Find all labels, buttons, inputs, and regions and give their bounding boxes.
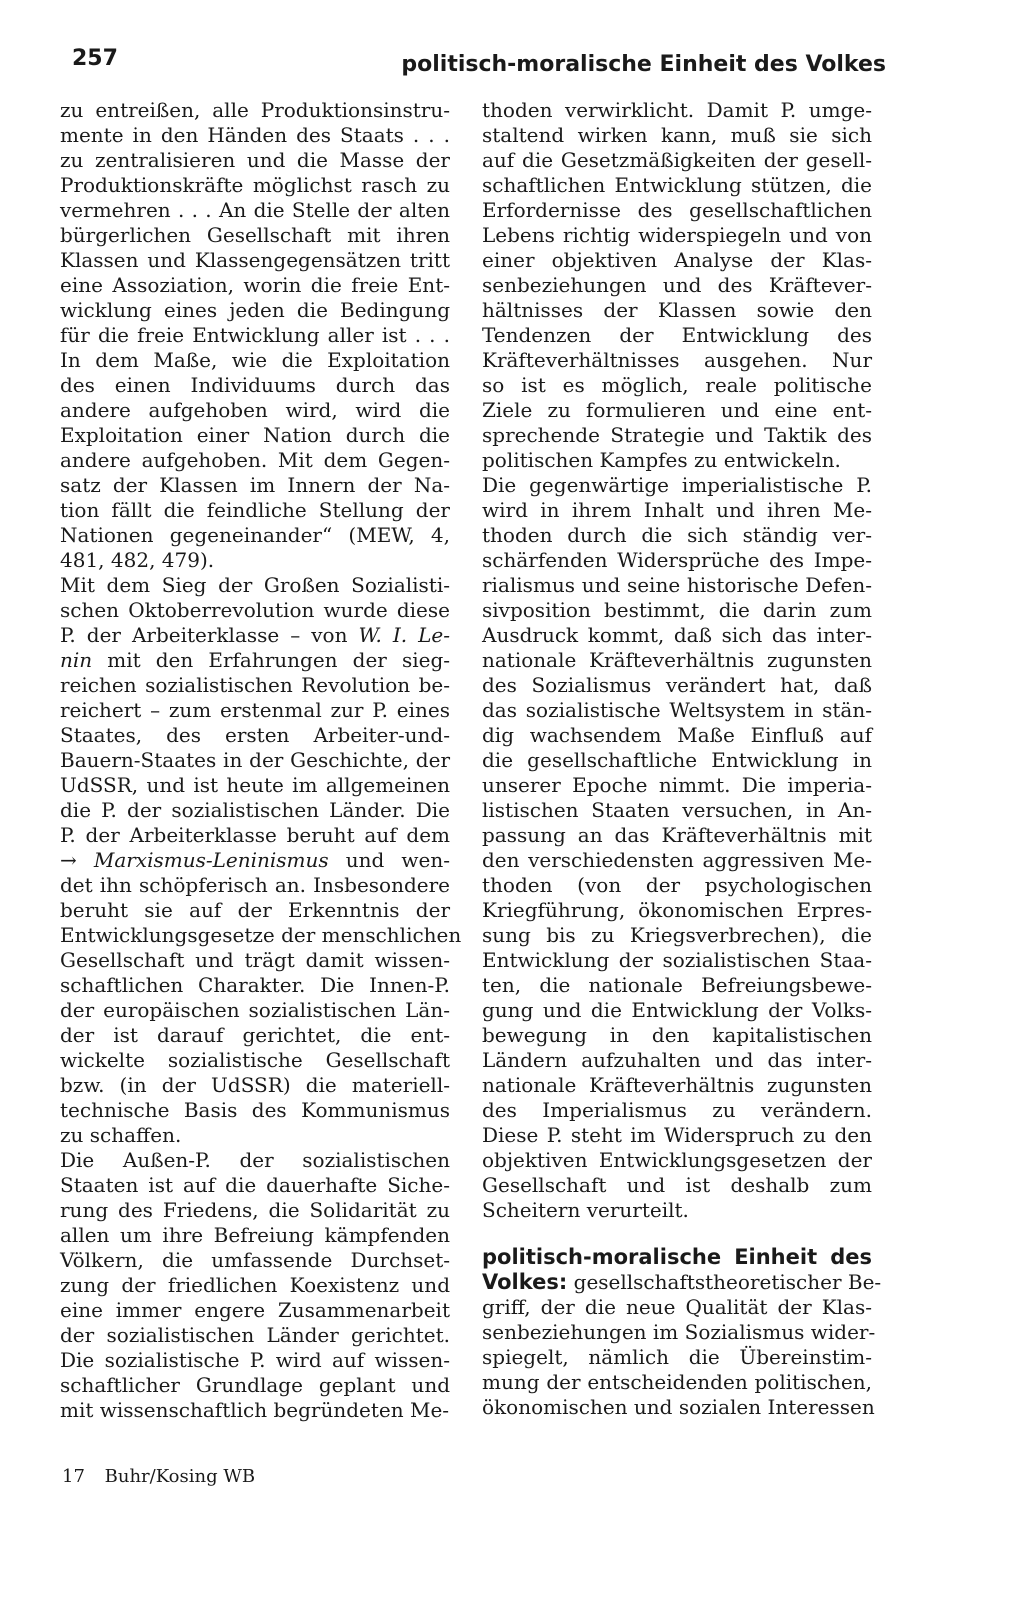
entry-definition-line: spiegelt, nämlich die Übereinstim-: [482, 1345, 872, 1369]
text-line: Tendenzen der Entwicklung des: [482, 323, 872, 347]
text-line: schaftlichen Entwicklung stützen, die: [482, 173, 872, 197]
text-line: Entwicklung der sozialistischen Staa-: [482, 948, 872, 972]
text-line: Staaten ist auf die dauerhafte Siche-: [60, 1173, 450, 1197]
text-line: des Imperialismus zu verändern.: [482, 1098, 872, 1122]
text-line: einer objektiven Analyse der Klas-: [482, 248, 872, 272]
text-line: Lebens richtig widerspiegeln und von: [482, 223, 872, 247]
text-line: mit wissenschaftlich begründeten Me-: [60, 1398, 450, 1422]
text-line: thoden durch die sich ständig ver-: [482, 523, 872, 547]
entry-term: politisch-moralische Einheit des: [482, 1245, 872, 1269]
text-line: gung und die Entwicklung der Volks-: [482, 998, 872, 1022]
text-line: wickelte sozialistische Gesellschaft: [60, 1048, 450, 1072]
text-line: schärfenden Widersprüche des Impe-: [482, 548, 872, 572]
text-line: P. der Arbeiterklasse beruht auf dem: [60, 823, 450, 847]
text-line: schaftlicher Grundlage geplant und: [60, 1373, 450, 1397]
text-line: listischen Staaten versuchen, in An-: [482, 798, 872, 822]
text-line: schaftlichen Charakter. Die Innen-P.: [60, 973, 450, 997]
text-line: wicklung eines jeden die Bedingung: [60, 298, 450, 322]
signature-text: Buhr/Kosing WB: [104, 1466, 256, 1487]
text-line: auf die Gesetzmäßigkeiten der gesell-: [482, 148, 872, 172]
text-line: vermehren . . . An die Stelle der alten: [60, 198, 450, 222]
text-line: für die freie Entwicklung aller ist . . .: [60, 323, 450, 347]
text-line: reichen sozialistischen Revolution be-: [60, 673, 450, 697]
text-line: allen um ihre Befreiung kämpfenden: [60, 1223, 450, 1247]
text-line: andere aufgehoben. Mit dem Gegen-: [60, 448, 450, 472]
text-line: Scheitern verurteilt.: [482, 1198, 689, 1222]
text-line: politischen Kampfes zu entwickeln.: [482, 448, 841, 472]
text-line: zu entreißen, alle Produktionsinstru-: [60, 98, 450, 122]
text-line: unserer Epoche nimmt. Die imperia-: [482, 773, 872, 797]
text-line: Exploitation einer Nation durch die: [60, 423, 450, 447]
text-line: P. der Arbeiterklasse – von W. I. Le-: [60, 623, 450, 647]
text-line: eine Assoziation, worin die freie Ent-: [60, 273, 450, 297]
text-line: Mit dem Sieg der Großen Sozialisti-: [60, 573, 450, 597]
text-line: In dem Maße, wie die Exploitation: [60, 348, 450, 372]
text-line: Entwicklungsgesetze der menschlichen: [60, 923, 462, 947]
text-line: zung der friedlichen Koexistenz und: [60, 1273, 450, 1297]
text-line: zu schaffen.: [60, 1123, 182, 1147]
text-line: Die gegenwärtige imperialistische P.: [482, 473, 872, 497]
text-line: des einen Individuums durch das: [60, 373, 450, 397]
text-line: andere aufgehoben wird, wird die: [60, 398, 450, 422]
text-line: Nationen gegeneinander“ (MEW, 4,: [60, 523, 450, 547]
text-line: bewegung in den kapitalistischen: [482, 1023, 872, 1047]
text-line: satz der Klassen im Innern der Na-: [60, 473, 450, 497]
text-line: objektiven Entwicklungsgesetzen der: [482, 1148, 872, 1172]
entry-definition-line: Volkes: gesellschaftstheoretischer Be-: [482, 1270, 882, 1294]
text-line: den verschiedensten aggressiven Me-: [482, 848, 872, 872]
entry-definition-line: ökonomischen und sozialen Interessen: [482, 1395, 875, 1419]
text-line: eine immer engere Zusammenarbeit: [60, 1298, 450, 1322]
text-line: Kräfteverhältnisses ausgehen. Nur: [482, 348, 872, 372]
text-line: det ihn schöpferisch an. Insbesondere: [60, 873, 450, 897]
text-line: thoden (von der psychologischen: [482, 873, 872, 897]
footer-signature: [62, 1466, 255, 1488]
text-line: Produktionskräfte möglichst rasch zu: [60, 173, 450, 197]
entry-definition-line: senbeziehungen im Sozialismus wider-: [482, 1320, 876, 1344]
text-line: der sozialistischen Länder gerichtet.: [60, 1323, 450, 1347]
text-line: reichert – zum erstenmal zur P. eines: [60, 698, 450, 722]
text-line: Gesellschaft und trägt damit wissen-: [60, 948, 450, 972]
text-line: sprechende Strategie und Taktik des: [482, 423, 872, 447]
page-number: 257: [72, 46, 118, 71]
text-line: schen Oktoberrevolution wurde diese: [60, 598, 450, 622]
text-line: die P. der sozialistischen Länder. Die: [60, 798, 450, 822]
text-line: hältnisses der Klassen sowie den: [482, 298, 872, 322]
text-line: Kriegführung, ökonomischen Erpres-: [482, 898, 872, 922]
text-line: rialismus und seine historische Defen-: [482, 573, 872, 597]
text-line: senbeziehungen und des Kräftever-: [482, 273, 872, 297]
text-line: das sozialistische Weltsystem in stän-: [482, 698, 872, 722]
text-line: Ländern aufzuhalten und das inter-: [482, 1048, 872, 1072]
text-line: mente in den Händen des Staats . . .: [60, 123, 450, 147]
entry-term-line: [482, 1245, 872, 1270]
text-line: Ausdruck kommt, daß sich das inter-: [482, 623, 872, 647]
text-line: nationale Kräfteverhältnis zugunsten: [482, 648, 872, 672]
text-line: sivposition bestimmt, die darin zum: [482, 598, 872, 622]
entry-term: Volkes:: [482, 1270, 568, 1294]
left-column: [60, 98, 462, 1423]
text-line: so ist es möglich, reale politische: [482, 373, 872, 397]
text-line: wird in ihrem Inhalt und ihren Me-: [482, 498, 872, 522]
entry-definition-line: mung der entscheidenden politischen,: [482, 1370, 872, 1394]
text-line: Die Außen-P. der sozialistischen: [60, 1148, 450, 1172]
text-line: beruht sie auf der Erkenntnis der: [60, 898, 450, 922]
text-line: UdSSR, und ist heute im allgemeinen: [60, 773, 450, 797]
text-line: Bauern-Staates in der Geschichte, der: [60, 748, 450, 772]
text-line: rung des Friedens, die Solidarität zu: [60, 1198, 450, 1222]
text-line: Klassen und Klassengegensätzen tritt: [60, 248, 450, 272]
text-line: passung an das Kräfteverhältnis mit: [482, 823, 872, 847]
text-line: Die sozialistische P. wird auf wissen-: [60, 1348, 450, 1372]
text-line: nationale Kräfteverhältnis zugunsten: [482, 1073, 872, 1097]
text-line: Erfordernisse des gesellschaftlichen: [482, 198, 872, 222]
signature-number: 17: [62, 1466, 85, 1487]
text-line: sung bis zu Kriegsverbrechen), die: [482, 923, 872, 947]
text-line: Ziele zu formulieren und eine ent-: [482, 398, 872, 422]
text-line: Staates, des ersten Arbeiter-und-: [60, 723, 450, 747]
text-line: der ist darauf gerichtet, die ent-: [60, 1023, 450, 1047]
text-line: Völkern, die umfassende Durchset-: [60, 1248, 450, 1272]
running-title: politisch-moralische Einheit des Volkes: [401, 52, 886, 77]
text-line: Gesellschaft und ist deshalb zum: [482, 1173, 872, 1197]
text-line: ten, die nationale Befreiungsbewe-: [482, 973, 872, 997]
text-line: Diese P. steht im Widerspruch zu den: [482, 1123, 872, 1147]
right-column: [482, 98, 882, 1420]
text-line: bzw. (in der UdSSR) die materiell-: [60, 1073, 450, 1097]
text-line: → Marxismus-Leninismus und wen-: [60, 848, 450, 872]
text-line: bürgerlichen Gesellschaft mit ihren: [60, 223, 450, 247]
entry-definition-line: griff, der die neue Qualität der Klas-: [482, 1295, 872, 1319]
text-line: zu zentralisieren und die Masse der: [60, 148, 450, 172]
text-line: tion fällt die feindliche Stellung der: [60, 498, 450, 522]
text-line: 481, 482, 479).: [60, 548, 215, 572]
text-line: nin mit den Erfahrungen der sieg-: [60, 648, 450, 672]
text-line: des Sozialismus verändert hat, daß: [482, 673, 872, 697]
text-line: der europäischen sozialistischen Län-: [60, 998, 450, 1022]
text-line: die gesellschaftliche Entwicklung in: [482, 748, 872, 772]
text-line: dig wachsendem Maße Einfluß auf: [482, 723, 872, 747]
text-line: thoden verwirklicht. Damit P. umge-: [482, 98, 872, 122]
text-line: technische Basis des Kommunismus: [60, 1098, 450, 1122]
text-line: staltend wirken kann, muß sie sich: [482, 123, 872, 147]
